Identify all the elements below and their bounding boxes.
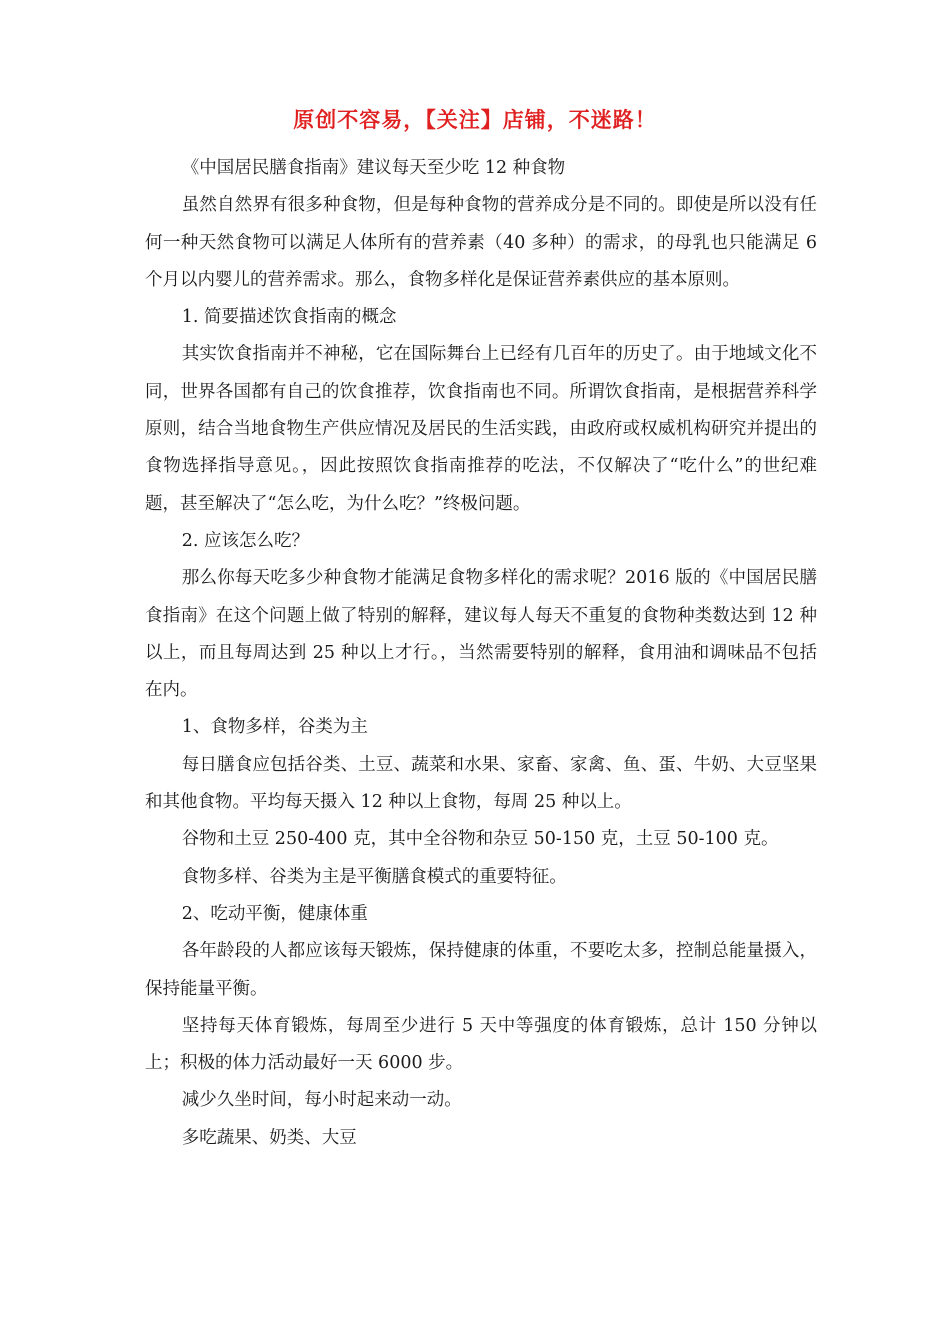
- body-paragraph: 谷物和土豆 250-400 克，其中全谷物和杂豆 50-150 克，土豆 50-100 克。: [181, 829, 779, 850]
- body-paragraph: 减少久坐时间，每小时起来动一动。: [181, 1090, 462, 1111]
- body-paragraph: 坚持每天体育锻炼，每周至少进行 5 天中等强度的体育锻炼，总计 150 分钟以上；积极的体力活动最好一天 6000 步。: [145, 1015, 817, 1074]
- body-paragraph: 虽然自然界有很多种食物，但是每种食物的营养成分是不同的。即使是所以没有任何一种天然食物可以满足人体所有的营养素（40 多种）的需求，的母乳也只能满足 6 个月以内婴儿的营养需求。那么，食物多样化是保证营养素供应的基本原则。: [145, 195, 817, 290]
- section-heading: 1. 简要描述饮食指南的概念: [181, 307, 397, 328]
- body-paragraph: 多吃蔬果、奶类、大豆: [181, 1127, 357, 1148]
- body-paragraph: 各年龄段的人都应该每天锻炼，保持健康的体重，不要吃太多，控制总能量摄入，保持能量平衡。: [145, 941, 817, 999]
- section-heading: 2. 应该怎么吃？: [181, 530, 310, 551]
- article-title: 《中国居民膳食指南》建议每天至少吃 12 种食物: [181, 158, 566, 178]
- promo-banner: 原创不容易，【关注】店铺，不迷路！: [293, 107, 657, 132]
- subsection-heading: 2、吃动平衡，健康体重: [181, 903, 368, 924]
- body-paragraph: 其实饮食指南并不神秘，它在国际舞台上已经有几百年的历史了。由于地域文化不同，世界各国都有自己的饮食推荐，饮食指南也不同。所谓饮食指南，是根据营养科学原则，结合当地食物生产供应情况及居民的生活实践，由政府或权威机构研究并提出的食物选择指导意见。，因此按照饮食指南推荐的吃法，不仅解决了“吃什么”的世纪难题，甚至解决了“怎么吃，为什么吃？”终极问题。: [145, 344, 817, 514]
- subsection-heading: 1、食物多样，谷类为主: [181, 717, 368, 738]
- body-paragraph: 那么你每天吃多少种食物才能满足食物多样化的需求呢？2016 版的《中国居民膳食指南》在这个问题上做了特别的解释，建议每人每天不重复的食物种类数达到 12 种以上，而且每周达到 25 种以上才行。，当然需要特别的解释，食用油和调味品不包括在内。: [145, 568, 817, 701]
- document-body: [145, 150, 817, 1157]
- body-paragraph: 食物多样、谷类为主是平衡膳食模式的重要特征。: [181, 866, 567, 887]
- body-paragraph: 每日膳食应包括谷类、土豆、蔬菜和水果、家畜、家禽、鱼、蛋、牛奶、大豆坚果和其他食物。平均每天摄入 12 种以上食物，每周 25 种以上。: [145, 754, 817, 813]
